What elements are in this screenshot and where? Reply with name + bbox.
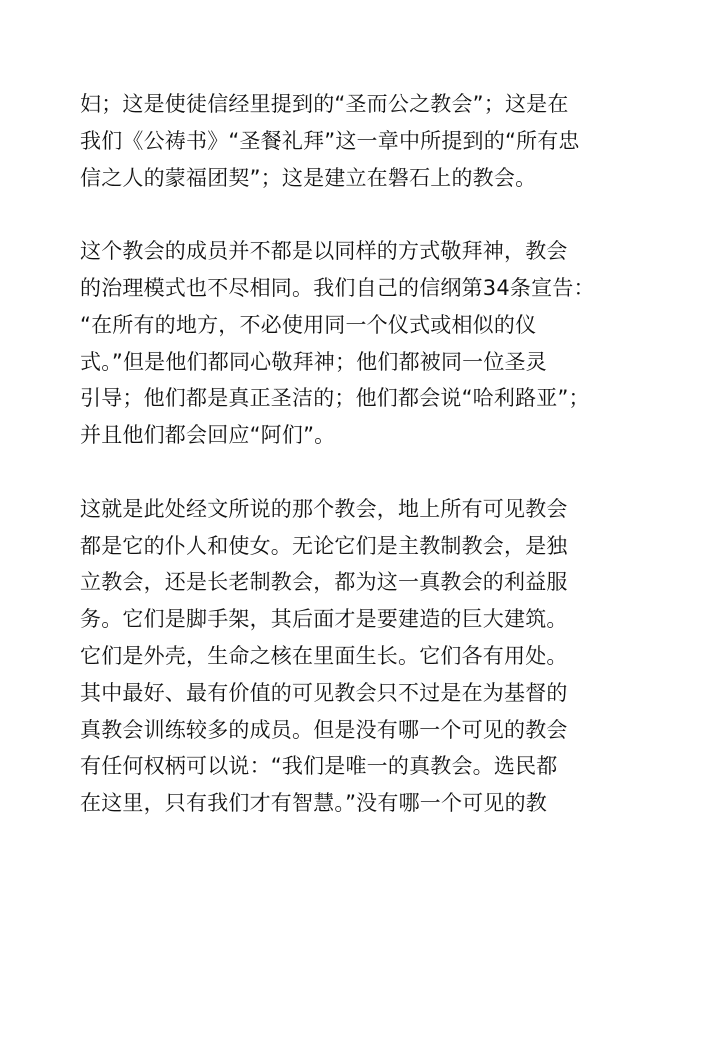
text-line: 有任何权柄可以说：“我们是唯一的真教会。选民都: [80, 754, 558, 779]
text-line: 的治理模式也不尽相同。我们自己的信纲第34条宣告：: [80, 275, 595, 300]
text-line: 我们《公祷书》“圣餐礼拜”这一章中所提到的“所有忠: [80, 128, 580, 153]
text-line: 其中最好、最有价值的可见教会只不过是在为基督的: [80, 680, 568, 705]
text-line: 它们是外壳，生命之核在里面生长。它们各有用处。: [80, 643, 568, 668]
text-line: 这就是此处经文所说的那个教会，地上所有可见教会: [80, 496, 568, 521]
text-line: 并且他们都会回应“阿们”。: [80, 423, 336, 448]
text-line: 式。”但是他们都同心敬拜神；他们都被同一位圣灵: [80, 349, 547, 374]
text-line: “在所有的地方，不必使用同一个仪式或相似的仪: [80, 312, 537, 337]
text-line: 妇；这是使徒信经里提到的“圣而公之教会”；这是在: [80, 92, 569, 116]
text-line: 引导；他们都是真正圣洁的；他们都会说“哈利路亚”；: [80, 386, 590, 411]
paragraph-1: [80, 86, 645, 196]
text-line: 信之人的蒙福团契”；这是建立在磐石上的教会。: [80, 165, 537, 190]
paragraph-gap: [80, 196, 645, 233]
text-line: 务。它们是脚手架，其后面才是要建造的巨大建筑。: [80, 607, 568, 632]
paragraph-2: [80, 233, 645, 454]
paragraph-3: [80, 491, 645, 822]
text-line: 立教会，还是长老制教会，都为这一真教会的利益服: [80, 570, 568, 595]
text-line: 在这里，只有我们才有智慧。”没有哪一个可见的教: [80, 791, 547, 816]
text-line: 真教会训练较多的成员。但是没有哪一个可见的教会: [80, 717, 568, 742]
text-line: 这个教会的成员并不都是以同样的方式敬拜神，教会: [80, 239, 568, 264]
document-page: [80, 86, 645, 822]
text-line: 都是它的仆人和使女。无论它们是主教制教会，是独: [80, 533, 568, 558]
paragraph-gap: [80, 454, 645, 491]
